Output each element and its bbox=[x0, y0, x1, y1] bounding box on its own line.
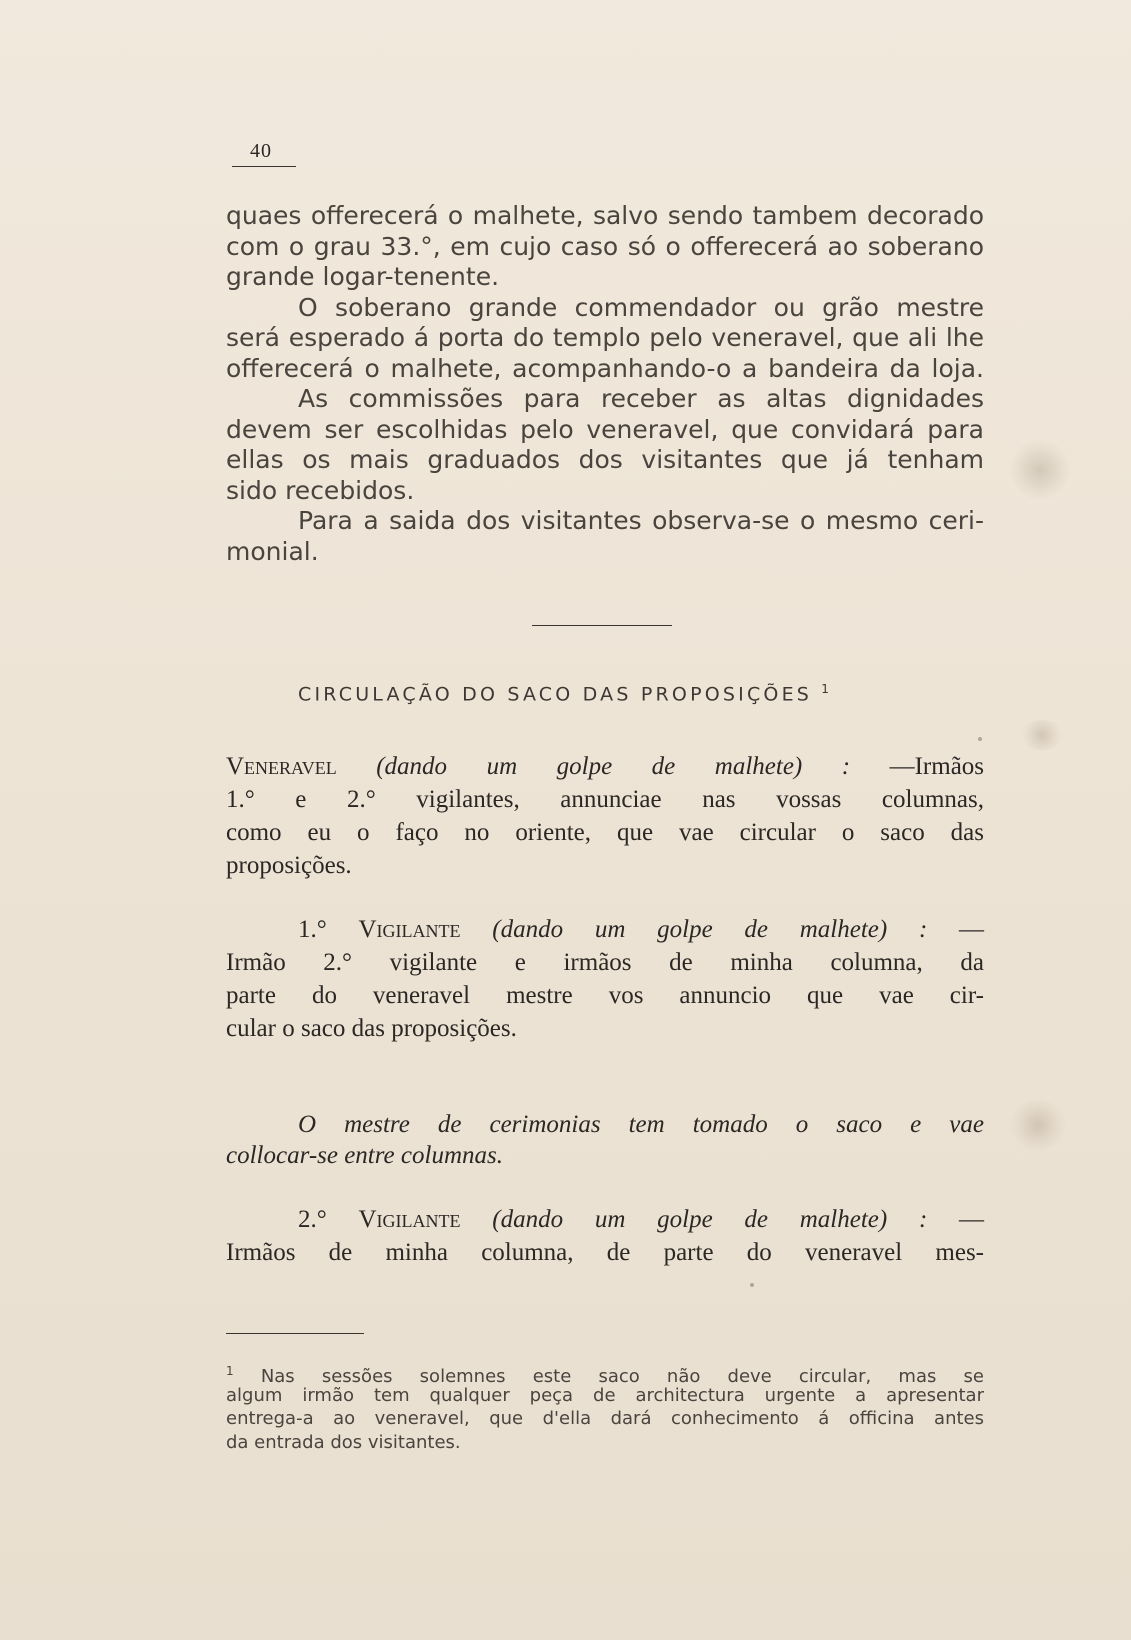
text-line: offerecerá o malhete, acompanhando-o a bandeira da loja. bbox=[226, 353, 984, 383]
speaker-veneravel bbox=[226, 753, 984, 780]
speaker-line bbox=[226, 915, 984, 946]
dialogue-primeiro-vigilante bbox=[226, 915, 984, 1045]
text-line: monial. bbox=[226, 536, 319, 566]
speaker-name: Veneravel bbox=[226, 753, 337, 780]
text-line: grande logar-tenente. bbox=[226, 262, 500, 291]
speech-line: proposições. bbox=[226, 851, 352, 879]
footnote-text: Nas sessões solemnes este saco não deve circular, mas se bbox=[260, 1366, 984, 1387]
stage-direction: (dando um golpe de malhete) : bbox=[492, 916, 928, 943]
dialogue-veneravel bbox=[226, 752, 984, 882]
footnote-line: da entrada dos visitantes. bbox=[226, 1431, 461, 1453]
text-line: O soberano grande commendador ou grão mestre bbox=[298, 292, 984, 322]
ink-speck bbox=[750, 1283, 754, 1287]
page-number: 40 bbox=[250, 140, 272, 162]
ordinal: 1.° bbox=[298, 916, 327, 943]
page-number-rule bbox=[232, 166, 296, 167]
text-line: devem ser escolhidas pelo veneravel, que convidará para bbox=[226, 414, 984, 444]
footnote-line: entrega-a ao veneravel, que d'ella dará conhecimento á officina antes bbox=[226, 1408, 984, 1429]
dash: — bbox=[959, 916, 985, 943]
text-line: Para a saida dos visitantes observa-se o mesmo ceri- bbox=[298, 506, 984, 535]
dash: — bbox=[889, 753, 915, 780]
footnote-marker: 1 bbox=[226, 1364, 234, 1378]
section-divider bbox=[532, 625, 672, 626]
section-heading bbox=[298, 682, 829, 705]
speech-line: como eu o faço no oriente, que vae circular o saco das bbox=[226, 818, 984, 846]
ink-speck bbox=[978, 737, 982, 741]
speech-start: Irmãos bbox=[914, 753, 985, 780]
stage-direction: (dando um golpe de malhete) : bbox=[376, 753, 851, 780]
speaker-name: Vigilante bbox=[358, 916, 461, 943]
text-line: quaes offerecerá o malhete, salvo sendo tambem decorado bbox=[226, 201, 984, 230]
text-line: será esperado á porta do templo pelo veneravel, que ali lhe bbox=[226, 323, 984, 352]
stage-note-line: O mestre de cerimonias tem tomado o saco e vae bbox=[298, 1111, 984, 1138]
stage-direction: (dando um golpe de malhete) : bbox=[492, 1206, 928, 1233]
dash: — bbox=[959, 1206, 985, 1233]
footnote-line: algum irmão tem qualquer peça de architectura urgente a apresentar bbox=[226, 1384, 984, 1406]
section-heading-text: CIRCULAÇÃO DO SACO DAS PROPOSIÇÕES bbox=[298, 683, 813, 706]
speaker-segundo-vigilante bbox=[298, 1206, 984, 1233]
text-line: sido recebidos. bbox=[226, 475, 415, 505]
stage-note-line: collocar-se entre columnas. bbox=[226, 1141, 503, 1169]
text-line: ellas os mais graduados dos visitantes que já tenham bbox=[226, 445, 984, 474]
speaker-line bbox=[226, 752, 984, 783]
speech-line: cular o saco das proposições. bbox=[226, 1014, 517, 1042]
dialogue-segundo-vigilante bbox=[226, 1205, 984, 1269]
paper-stain bbox=[1020, 720, 1064, 750]
speech-line: Irmão 2.° vigilante e irmãos de minha columna, da bbox=[226, 948, 984, 976]
body-text bbox=[226, 201, 984, 567]
paper-stain bbox=[1010, 440, 1070, 500]
speaker-primeiro-vigilante bbox=[298, 916, 984, 943]
speech-line: parte do veneravel mestre vos annuncio que vae cir- bbox=[226, 981, 984, 1009]
footnote bbox=[226, 1360, 984, 1454]
footnote-divider bbox=[226, 1333, 364, 1334]
text-line: As commissões para receber as altas dignidades bbox=[298, 384, 984, 413]
speaker-name: Vigilante bbox=[358, 1206, 461, 1233]
speech-line: 1.° e 2.° vigilantes, annunciae nas vossas columnas, bbox=[226, 785, 984, 813]
paper-stain bbox=[1010, 1100, 1066, 1150]
speaker-line bbox=[226, 1205, 984, 1236]
text-line: com o grau 33.°, em cujo caso só o offerecerá ao soberano bbox=[226, 231, 984, 261]
ordinal: 2.° bbox=[298, 1206, 327, 1233]
footnote-reference: 1 bbox=[821, 682, 829, 696]
stage-note bbox=[226, 1110, 984, 1171]
footnote-line bbox=[226, 1360, 984, 1387]
speech-line: Irmãos de minha columna, de parte do veneravel mes- bbox=[226, 1238, 984, 1266]
